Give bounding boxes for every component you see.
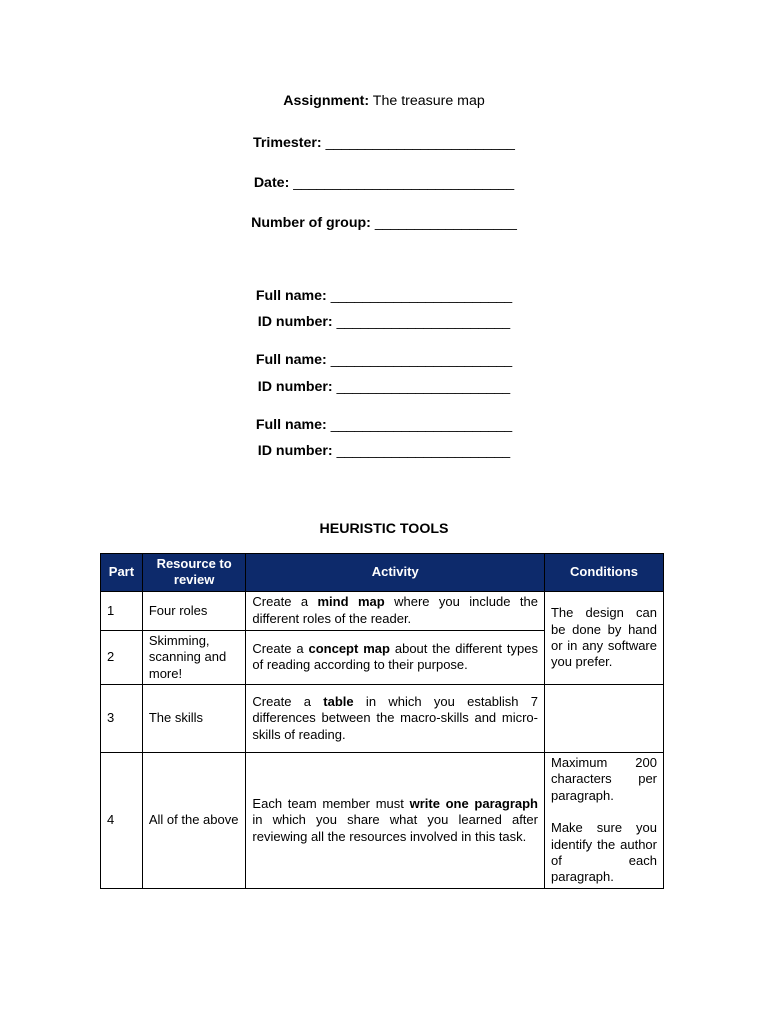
activity-keyword: concept map [308, 641, 390, 657]
member-3-name-line [0, 416, 768, 434]
table-row [101, 591, 664, 630]
assignment-label: Assignment: [283, 93, 370, 109]
activity-text: where you include the different roles of the reader. [252, 594, 538, 626]
activity-text: in which you share what you learned after reviewing all the resources involved in this task. [252, 812, 538, 844]
activity-cell [246, 591, 545, 630]
member-3-id-line [0, 442, 768, 460]
activity-text: Create a [252, 641, 309, 657]
group-blank: __________________ [370, 215, 517, 231]
column-header-conditions: Conditions [544, 554, 663, 592]
full-name-label: Full name: [255, 352, 327, 368]
date-blank: ____________________________ [289, 175, 515, 191]
resource-cell: Four roles [142, 591, 246, 630]
conditions-cell [544, 685, 663, 753]
conditions-identify-author: Make sure you identify the author of each paragraph. [550, 820, 657, 885]
part-cell: 3 [101, 685, 143, 753]
activity-text: about the different types of reading according to their purpose. [252, 641, 538, 673]
activity-text: Create a [252, 594, 318, 610]
id-number-label: ID number: [257, 443, 333, 459]
activity-text: Each team member must [252, 795, 410, 811]
member-2-name-line [0, 351, 768, 369]
full-name-label: Full name: [255, 417, 327, 433]
member-2-id-line [0, 378, 768, 396]
id-number-blank: ______________________ [332, 443, 511, 459]
part-cell: 2 [101, 630, 143, 684]
date-line [0, 174, 768, 192]
conditions-cell: The design can be done by hand or in any software you prefer. [544, 591, 663, 684]
assignment-value: The treasure map [369, 93, 485, 109]
member-1-name-line [0, 287, 768, 305]
table-row [101, 753, 664, 889]
activity-keyword: write one paragraph [409, 795, 538, 811]
full-name-blank: _______________________ [326, 417, 513, 433]
activity-keyword: mind map [317, 594, 385, 610]
column-header-part: Part [101, 554, 143, 592]
activity-cell [246, 753, 545, 889]
trimester-blank: ________________________ [321, 135, 515, 151]
member-1-id-line [0, 313, 768, 331]
spacer [551, 804, 657, 820]
activity-cell [246, 630, 545, 684]
resource-cell: Skimming, scanning and more! [142, 630, 246, 684]
id-number-blank: ______________________ [332, 314, 511, 330]
full-name-label: Full name: [255, 288, 327, 304]
table-row [101, 685, 664, 753]
resource-cell: The skills [142, 685, 246, 753]
column-header-activity: Activity [246, 554, 545, 592]
assignment-line [0, 92, 768, 110]
activity-text: in which you establish 7 differences between the macro-skills and micro-skills of reading. [252, 693, 538, 742]
full-name-blank: _______________________ [326, 288, 513, 304]
section-title: HEURISTIC TOOLS [319, 521, 449, 537]
column-header-resource: Resource to review [142, 554, 246, 592]
activity-keyword: table [323, 693, 354, 709]
conditions-cell [544, 753, 663, 889]
trimester-line [0, 134, 768, 152]
part-cell: 4 [101, 753, 143, 889]
activity-cell [246, 685, 545, 753]
activity-text: Create a [252, 693, 324, 709]
table-header-row [101, 554, 664, 592]
trimester-label: Trimester: [253, 135, 322, 151]
date-label: Date: [253, 175, 290, 191]
heuristic-tools-table [100, 553, 664, 889]
resource-cell: All of the above [142, 753, 246, 889]
group-label: Number of group: [251, 215, 371, 231]
id-number-label: ID number: [257, 379, 333, 395]
id-number-label: ID number: [257, 314, 333, 330]
full-name-blank: _______________________ [326, 352, 513, 368]
part-cell: 1 [101, 591, 143, 630]
group-line [0, 214, 768, 232]
conditions-max-characters: Maximum 200 characters per paragraph. [550, 755, 657, 803]
id-number-blank: ______________________ [332, 379, 511, 395]
